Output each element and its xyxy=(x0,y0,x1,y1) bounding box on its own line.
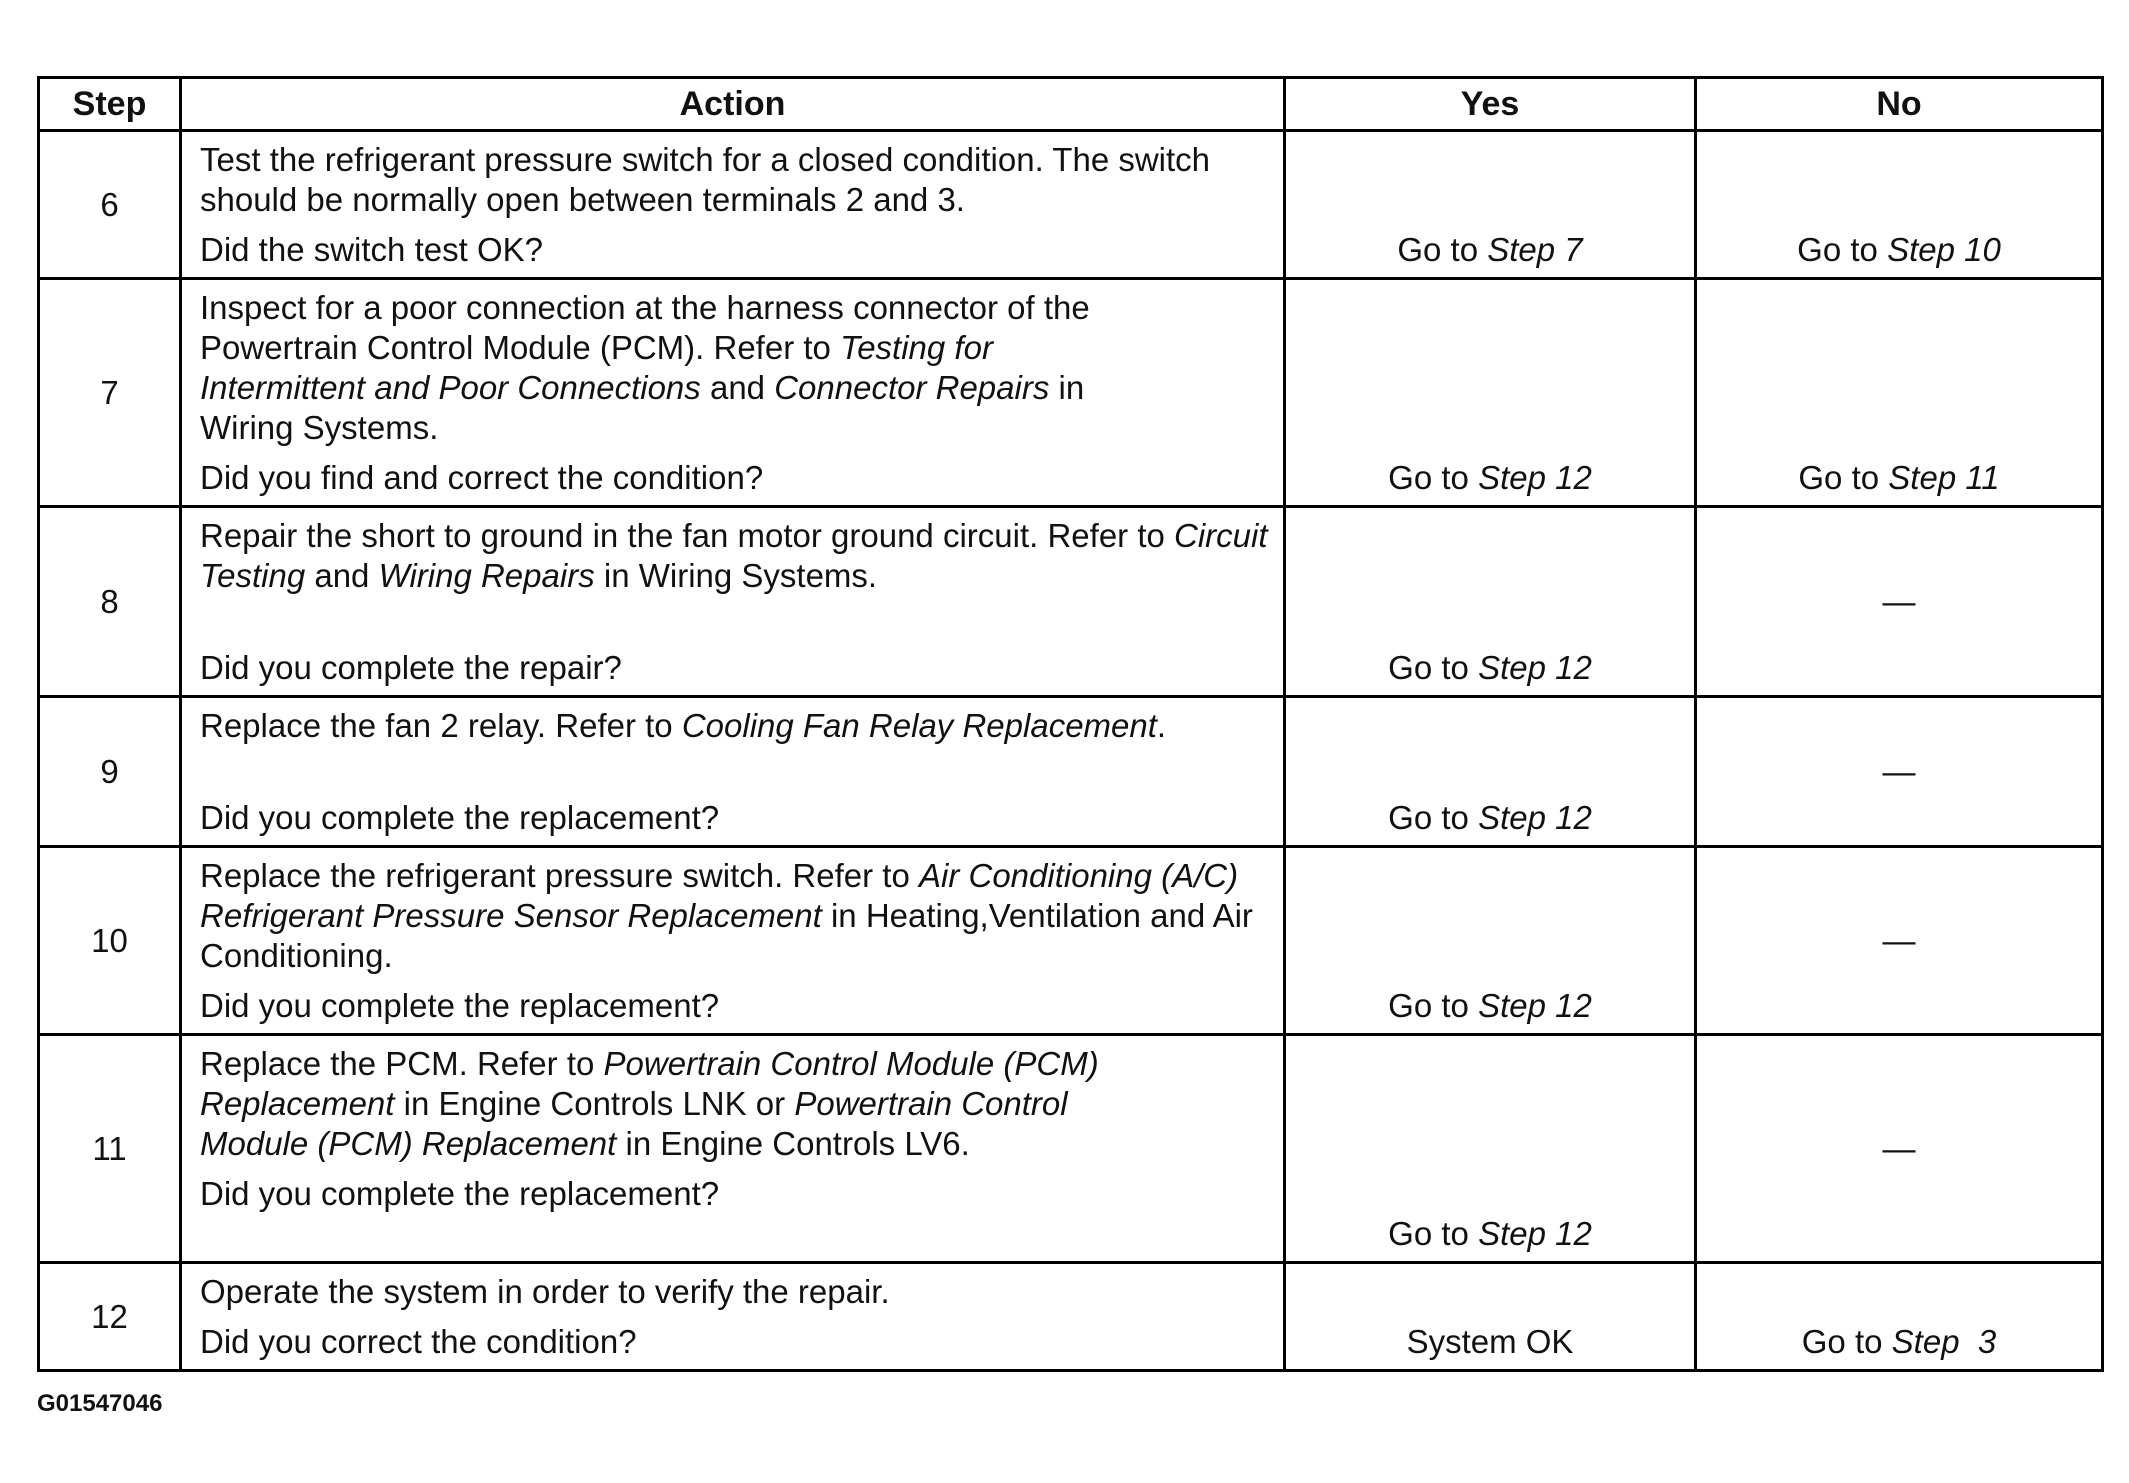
reference-link[interactable]: Air Conditioning (A/C) Refrigerant Pressure Sensor Replacement xyxy=(200,857,1239,934)
step-number: 6 xyxy=(39,131,181,279)
step-number: 11 xyxy=(39,1035,181,1263)
yes-cell: Go to Step 12 xyxy=(1285,847,1696,1035)
step-link[interactable]: Step 12 xyxy=(1478,987,1592,1024)
step-link[interactable]: Step 12 xyxy=(1478,1215,1592,1252)
step-link[interactable]: Step 12 xyxy=(1478,649,1592,686)
table-row xyxy=(39,131,2103,279)
header-no: No xyxy=(1696,78,2103,131)
step-link[interactable]: Step 12 xyxy=(1478,459,1592,496)
yes-cell: Go to Step 12 xyxy=(1285,279,1696,507)
yes-cell: Go to Step 12 xyxy=(1285,507,1696,697)
action-text: Operate the system in order to verify the repair. xyxy=(200,1273,890,1310)
reference-link[interactable]: Testing for Intermittent and Poor Connections xyxy=(200,329,993,406)
step-number: 7 xyxy=(39,279,181,507)
action-question: Did you complete the replacement? xyxy=(200,1175,720,1212)
step-link[interactable]: Step 7 xyxy=(1487,231,1583,268)
action-text: Replace the refrigerant pressure switch. Refer to Air Conditioning (A/C) Refrigerant Pressure Sensor Replacement in Heating,Ventilation and Air Conditioning. xyxy=(200,857,1253,974)
table-header-row xyxy=(39,78,2103,131)
action-cell xyxy=(181,131,1285,279)
no-cell: — xyxy=(1696,1035,2103,1263)
action-text: Repair the short to ground in the fan motor ground circuit. Refer to Circuit Testing and Wiring Repairs in Wiring Systems. xyxy=(200,517,1268,594)
reference-link[interactable]: Powertrain Control Module (PCM) Replacement xyxy=(200,1085,1068,1162)
table-row xyxy=(39,279,2103,507)
header-action: Action xyxy=(181,78,1285,131)
action-question: Did you correct the condition? xyxy=(200,1323,637,1360)
header-yes: Yes xyxy=(1285,78,1696,131)
action-cell xyxy=(181,697,1285,847)
no-cell: — xyxy=(1696,847,2103,1035)
action-cell xyxy=(181,1035,1285,1263)
step-number: 10 xyxy=(39,847,181,1035)
step-link[interactable]: Step 11 xyxy=(1888,459,2000,496)
step-link[interactable]: Step 10 xyxy=(1887,231,2001,268)
action-cell xyxy=(181,507,1285,697)
no-cell: — xyxy=(1696,507,2103,697)
diagnostic-table xyxy=(37,76,2104,1372)
action-cell xyxy=(181,279,1285,507)
action-question: Did you complete the repair? xyxy=(200,649,622,686)
action-text: Inspect for a poor connection at the harness connector of the Powertrain Control Module (PCM). Refer to Testing for Intermittent and Poor Connections and Connector Repairs in Wiring Systems. xyxy=(200,289,1090,446)
action-cell xyxy=(181,847,1285,1035)
reference-link[interactable]: Powertrain Control Module (PCM) Replacement xyxy=(200,1045,1099,1122)
table-row xyxy=(39,1263,2103,1371)
reference-link[interactable]: Cooling Fan Relay Replacement xyxy=(681,707,1157,744)
reference-link[interactable]: Connector Repairs xyxy=(774,369,1050,406)
yes-cell: Go to Step 12 xyxy=(1285,1035,1696,1263)
table-row xyxy=(39,847,2103,1035)
step-link[interactable]: Step 3 xyxy=(1891,1323,1997,1360)
action-cell xyxy=(181,1263,1285,1371)
figure-id: G01547046 xyxy=(37,1390,163,1417)
step-number: 12 xyxy=(39,1263,181,1371)
action-question: Did you complete the replacement? xyxy=(200,799,720,836)
table-row xyxy=(39,697,2103,847)
action-question: Did you find and correct the condition? xyxy=(200,459,764,496)
no-cell: Go to Step 11 xyxy=(1696,279,2103,507)
action-question: Did you complete the replacement? xyxy=(200,987,720,1024)
yes-cell: Go to Step 7 xyxy=(1285,131,1696,279)
step-number: 8 xyxy=(39,507,181,697)
yes-cell: Go to Step 12 xyxy=(1285,697,1696,847)
reference-link[interactable]: Circuit Testing xyxy=(200,517,1268,594)
action-question: Did the switch test OK? xyxy=(200,231,543,268)
step-number: 9 xyxy=(39,697,181,847)
reference-link[interactable]: Wiring Repairs xyxy=(378,557,595,594)
yes-cell: System OK xyxy=(1285,1263,1696,1371)
no-cell: Go to Step 10 xyxy=(1696,131,2103,279)
table-row xyxy=(39,507,2103,697)
action-text: Replace the PCM. Refer to Powertrain Control Module (PCM) Replacement in Engine Controls LNK or Powertrain Control Module (PCM) Replacement in Engine Controls LV6. xyxy=(200,1045,1099,1162)
action-text: Test the refrigerant pressure switch for a closed condition. The switch should be normally open between terminals 2 and 3. xyxy=(200,141,1211,218)
table-row xyxy=(39,1035,2103,1263)
no-cell: — xyxy=(1696,697,2103,847)
header-step: Step xyxy=(39,78,181,131)
step-link[interactable]: Step 12 xyxy=(1478,799,1592,836)
action-text: Replace the fan 2 relay. Refer to Cooling Fan Relay Replacement. xyxy=(200,707,1167,744)
no-cell: Go to Step 3 xyxy=(1696,1263,2103,1371)
